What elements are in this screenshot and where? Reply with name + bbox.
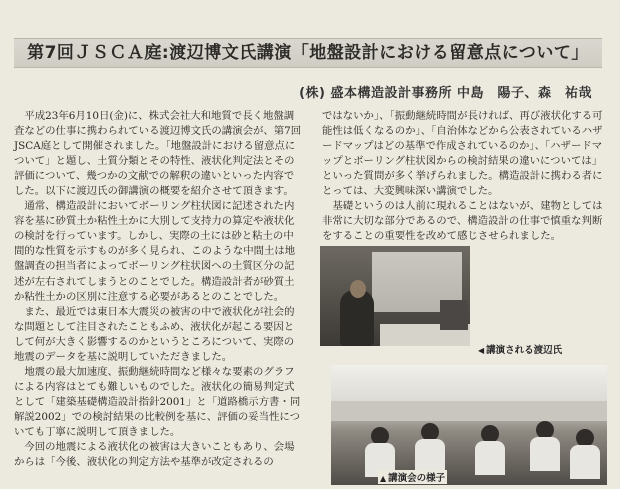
paragraph: 今回の地震による液状化の被害は大きいこともあり、会場からは「今後、液状化の判定方法や基準が改定されるの xyxy=(14,441,295,469)
speaker-photo-caption xyxy=(478,342,562,356)
paragraph: 基礎というのは人前に現れることはないが、建物としては非常に大切な部分であるので、構造設計の仕事で慎重な判断をすることの重要性を改めて感じさせられました。 xyxy=(322,200,603,243)
title-band xyxy=(14,38,602,68)
left-triangle-icon: ◀ xyxy=(478,346,485,355)
up-triangle-icon: ▲ xyxy=(380,474,387,483)
back-wall xyxy=(331,401,607,421)
audience-body xyxy=(570,445,600,479)
speaker-figure xyxy=(340,290,374,346)
paragraph: 平成23年6月10日(金)に、株式会社大和地質で長く地盤調査などの仕事に携わられている渡辺博文氏の講演会が、第7回JSCA庭として開催されました。「地盤設計における留意点について」と題し、土質分類とその特性、液状化判定法とその評価について、幾つかの文献での解釈の違いといった内容でした。以下に渡辺氏の御講演の概要を紹介させて頂きます。 xyxy=(14,110,302,198)
audience-photo-caption xyxy=(378,470,447,484)
audience-body xyxy=(415,439,445,473)
chair xyxy=(440,300,468,330)
audience-body xyxy=(530,437,560,471)
caption-text: 講演される渡辺氏 xyxy=(486,345,563,356)
paragraph: また、最近では東日本大震災の被害の中で液状化が社会的な問題として注目されたこともふめ、液状化が起こる要因として何が大きく影響するのかというところについて、実際の地震のデータを基に説明していただきました。 xyxy=(14,305,295,363)
paragraph: 地震の最大加速度、振動継続時間など様々な要素のグラフによる内容はとても難しいものでした。液状化の簡易判定式として「建築基礎構造設計指針2001」と「道路橋示方書・同解説2002」での検討結果の比較例を基に、評価の妥当性についても丁寧に説明して頂きました。 xyxy=(14,365,301,438)
speaker-face xyxy=(350,280,366,298)
paragraph: 通常、構造設計においてボーリング柱状図に記述された内容を基に砂質土か粘性土かに大別して支持力の算定や液状化の検討を行っています。しかし、実際の土には砂と粘土の中間的な性質を示すものが多く見られ、このような中間土は地盤調査の担当者によってボーリング柱状図への土質区分の記述が左右されてしまうとのことでした。構造設計者が砂質土か粘性土かの区別に注意する必要があるとのことでした。 xyxy=(14,200,296,303)
ceiling xyxy=(331,365,607,401)
right-column xyxy=(322,109,606,244)
speaker-photo xyxy=(320,246,470,346)
caption-text: 講演会の様子 xyxy=(388,473,446,484)
article-title: 第7回ＪＳＣＡ庭:渡辺博文氏講演「地盤設計における留意点について」 xyxy=(27,43,589,63)
audience-body xyxy=(475,441,505,475)
left-column xyxy=(14,109,304,470)
audience-photo xyxy=(331,365,607,485)
paragraph-continuation: ではないか」、「振動継続時間が長ければ、再び液状化する可能性は低くなるのか」、「自治体などから公表されているハザードマップはどの基準で作成されているのか」、「ハザードマップとボーリング柱状図からの検討結果の違いについては」といった質問が多く挙げられました。構造設計に携わる者にとっては、大変興味深い講演でした。 xyxy=(322,110,603,198)
author-byline: (株) 盛本構造設計事務所 中島 陽子、森 祐哉 xyxy=(299,86,592,101)
